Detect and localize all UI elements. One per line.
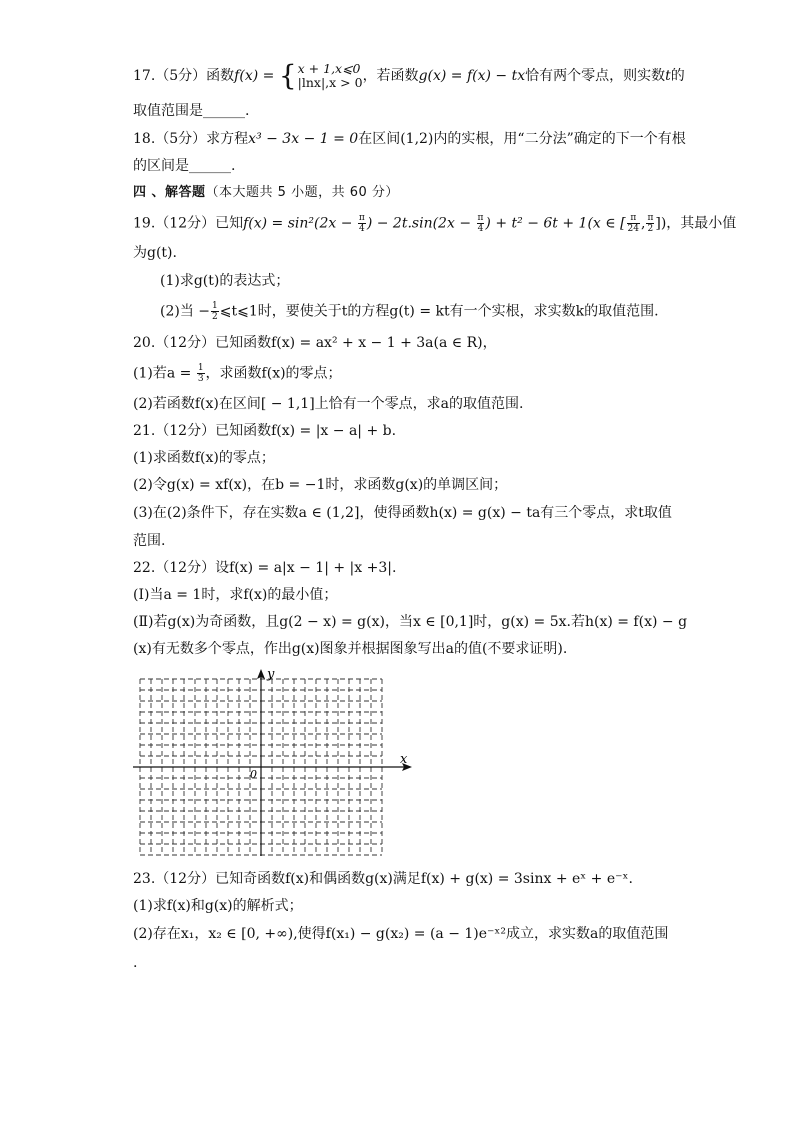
q19-formula-c: ) + t² − 6t + 1(x ∈ [: [485, 215, 626, 232]
q18-text-c: 内的实根，用“二分法”确定的下一个有根: [433, 131, 686, 147]
q17-suffix: 的: [670, 68, 685, 84]
q19-frac-3-den: 24: [627, 224, 639, 234]
q17-prefix: 17.（5分）函数: [133, 68, 235, 84]
q20-frac-1-num: 1: [197, 363, 204, 373]
q23-sub2-line2: .: [133, 955, 138, 971]
q19-frac-4: [646, 213, 654, 234]
q19-frac-2-num: π: [477, 213, 484, 223]
q23-line1: 23.（12分）已知奇函数f(x)和偶函数g(x)满足f(x) + g(x) = 3sinx + eˣ + e⁻ˣ.: [133, 871, 633, 887]
q22-sub2-line1: (Ⅱ)若g(x)为奇函数，且g(2 − x) = g(x)，当x ∈ [0,1]时，g(x) = 5x.若h(x) = f(x) − g: [133, 614, 688, 630]
q21-sub3-line1: (3)在(2)条件下，存在实数a ∈ (1,2]，使得函数h(x) = g(x) − ta有三个零点，求t取值: [133, 505, 672, 521]
q17-mid: ，若函数: [362, 68, 419, 84]
origin-label: 0: [250, 768, 257, 781]
q21-sub2: (2)令g(x) = xf(x)，在b = −1时，求函数g(x)的单调区间；: [133, 477, 508, 493]
q22-line1: 22.（12分）设f(x) = a|x − 1| + |x +3|.: [133, 560, 397, 576]
q20-line1: 20.（12分）已知函数f(x) = ax² + x − 1 + 3a(a ∈ R)，: [133, 335, 497, 351]
q19-sub1: (1)求g(t)的表达式；: [160, 273, 290, 289]
q19-formula-d: ])，其最小值: [655, 215, 737, 232]
q18-equation: x³ − 3x − 1 = 0: [248, 131, 359, 147]
q19-frac-3: [627, 213, 640, 234]
q23-sub1: (1)求f(x)和g(x)的解析式；: [133, 898, 303, 914]
q17-case1: x + 1,x⩽0: [297, 61, 361, 76]
q19-frac-1-den: 4: [359, 224, 365, 234]
q19-frac-4-den: 2: [647, 224, 654, 234]
section-4-note: （本大题共 5 小题，共 60 分）: [205, 185, 399, 200]
q20-sub1-b: ，求函数f(x)的零点；: [205, 365, 342, 382]
q20-frac-1-den: 3: [197, 374, 204, 384]
q19-sub2-b: ⩽t⩽1时，要使关于t的方程g(t) = kt有一个实根，求实数k的取值范围.: [219, 303, 659, 320]
x-axis-label: x: [400, 752, 408, 767]
q19-sub2-a: (2)当 −: [160, 303, 211, 320]
q19-formula-a: f(x) = sin²(2x −: [243, 215, 357, 232]
q19-frac-3-num: π: [627, 213, 640, 224]
q19-frac-2-den: 4: [477, 224, 484, 234]
q17-gx: g(x) = f(x) − tx: [418, 68, 526, 84]
q19-formula-b: ) − 2t.sin(2x −: [366, 215, 476, 232]
q19-frac-2: [477, 213, 485, 234]
q20-frac-1: [197, 363, 205, 384]
q19-frac-4-num: π: [647, 213, 654, 223]
q20-sub2: (2)若函数f(x)在区间[ − 1,1]上恰有一个零点，求a的取值范围.: [133, 396, 524, 412]
q20-sub1: [133, 363, 342, 384]
q21-sub3-line2: 范围.: [133, 533, 166, 549]
q19-sub2: [160, 301, 659, 322]
q19-frac-5-den: 2: [212, 312, 218, 322]
q18-line1: [133, 129, 686, 149]
q19-frac-1-num: π: [358, 213, 365, 223]
coordinate-grid: [128, 666, 418, 858]
q17-piecewise: [298, 62, 363, 90]
q18-text-b: 在区间: [358, 131, 401, 147]
q17-t: t: [665, 68, 671, 84]
q22-sub1: (Ⅰ)当a = 1时，求f(x)的最小值；: [133, 587, 338, 603]
q18-text-a: 18.（5分）求方程: [133, 131, 249, 147]
brace-symbol: {: [278, 59, 297, 92]
q23-sub2-line1: (2)存在x₁，x₂ ∈ [0, +∞),使得f(x₁) − g(x₂) = (a − 1)e⁻ˣ²成立，求实数a的取值范围: [133, 926, 669, 942]
q22-sub2-line2: (x)有无数多个零点，作出g(x)图象并根据图象写出a的值(不要求证明).: [133, 641, 568, 657]
q18-interval: (1,2): [400, 131, 434, 147]
q21-line1: 21.（12分）已知函数f(x) = |x − a| + b.: [133, 423, 397, 439]
q17-case2: |lnx|,x > 0: [297, 75, 363, 90]
q20-sub1-a: (1)若a =: [133, 365, 196, 382]
q19-frac-5: [211, 301, 219, 322]
q17-fx: f(x) =: [234, 68, 279, 84]
q18-line2: 的区间是______.: [133, 158, 236, 174]
q21-sub1: (1)求函数f(x)的零点；: [133, 450, 275, 466]
y-axis-label: y: [267, 667, 275, 682]
q19-comma: ,: [641, 215, 646, 232]
section-4-title: 四 、解答题: [133, 185, 206, 200]
q19-frac-1: [358, 213, 366, 234]
q17-line1: [133, 59, 685, 92]
q19-line1: [133, 213, 736, 234]
section-4-heading: [133, 183, 399, 203]
q19-prefix: 19.（12分）已知: [133, 215, 244, 232]
q17-tail: 恰有两个零点，则实数: [525, 68, 666, 84]
q19-line2: 为g(t).: [133, 245, 177, 261]
q17-line2: 取值范围是______.: [133, 103, 250, 119]
q19-frac-5-num: 1: [212, 301, 218, 311]
